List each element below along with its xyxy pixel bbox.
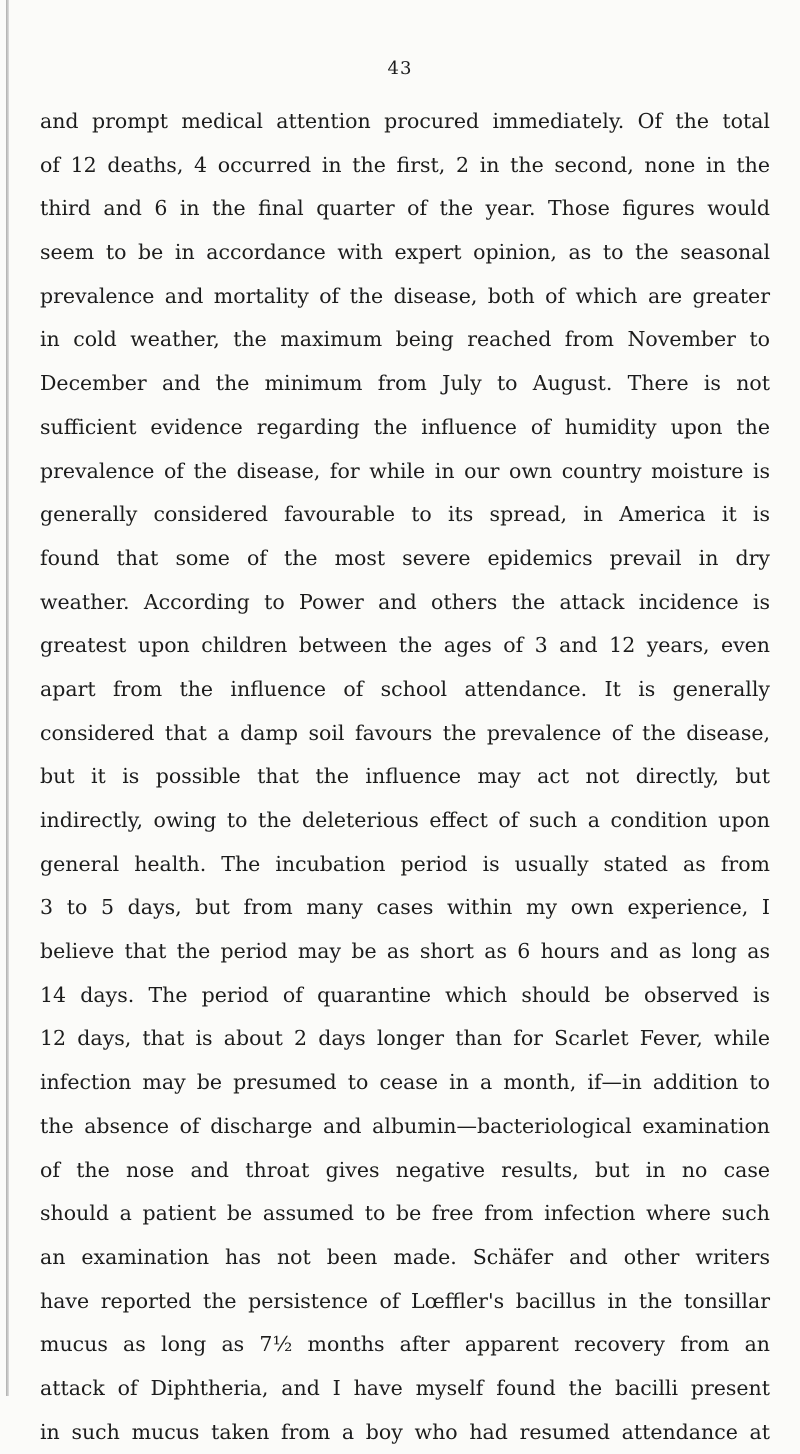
text-line: generally considered favourable to its spread, in America it is — [40, 502, 770, 527]
text-line: 3 to 5 days, but from many cases within my own experience, I — [40, 895, 770, 920]
text-line: the absence of discharge and albumin—bacteriological examination — [40, 1113, 770, 1138]
text-line: prevalence of the disease, for while in our own country moisture is — [40, 458, 770, 483]
text-line: of the nose and throat gives negative results, but in no case — [40, 1157, 770, 1182]
text-line: attack of Diphtheria, and I have myself found the bacilli present — [40, 1375, 770, 1400]
text-line: have reported the persistence of Lœffler's bacillus in the tonsillar — [40, 1288, 770, 1313]
text-line: sufficient evidence regarding the influence of humidity upon the — [40, 414, 770, 439]
text-line: infection may be presumed to cease in a month, if—in addition to — [40, 1070, 770, 1095]
text-line: 12 days, that is about 2 days longer than for Scarlet Fever, while — [40, 1026, 770, 1051]
text-line: 14 days. The period of quarantine which should be observed is — [40, 982, 770, 1007]
page-number: 43 — [387, 58, 413, 79]
text-line: of 12 deaths, 4 occurred in the first, 2 in the second, none in the — [40, 152, 770, 177]
text-line: December and the minimum from July to August. There is not — [40, 371, 770, 396]
text-line: found that some of the most severe epidemics prevail in dry — [40, 545, 770, 570]
text-line: and prompt medical attention procured immediately. Of the total — [40, 109, 770, 133]
text-line: prevalence and mortality of the disease, both of which are greater — [40, 283, 770, 308]
text-line: apart from the influence of school attendance. It is generally — [40, 676, 770, 701]
text-line: believe that the period may be as short as 6 hours and as long as — [40, 939, 770, 964]
text-line: in such mucus taken from a boy who had resumed attendance at — [40, 1419, 770, 1444]
text-line: should a patient be assumed to be free from infection where such — [40, 1201, 770, 1226]
text-line: but it is possible that the influence may act not directly, but — [40, 764, 770, 789]
page-edge-shadow — [6, 0, 9, 1396]
text-line: weather. According to Power and others the attack incidence is — [40, 589, 770, 614]
text-line: considered that a damp soil favours the prevalence of the disease, — [40, 720, 770, 745]
text-line: in cold weather, the maximum being reached from November to — [40, 327, 770, 352]
text-line: third and 6 in the final quarter of the year. Those figures would — [40, 196, 770, 221]
text-line: greatest upon children between the ages of 3 and 12 years, even — [40, 633, 770, 658]
text-line: seem to be in accordance with expert opinion, as to the seasonal — [40, 240, 770, 265]
text-line: an examination has not been made. Schäfer and other writers — [40, 1244, 770, 1269]
text-line: mucus as long as 7½ months after apparent recovery from an — [40, 1332, 770, 1357]
text-line: indirectly, owing to the deleterious effect of such a condition upon — [40, 808, 770, 832]
body-text — [40, 100, 770, 1454]
text-line: general health. The incubation period is usually stated as from — [40, 851, 770, 876]
